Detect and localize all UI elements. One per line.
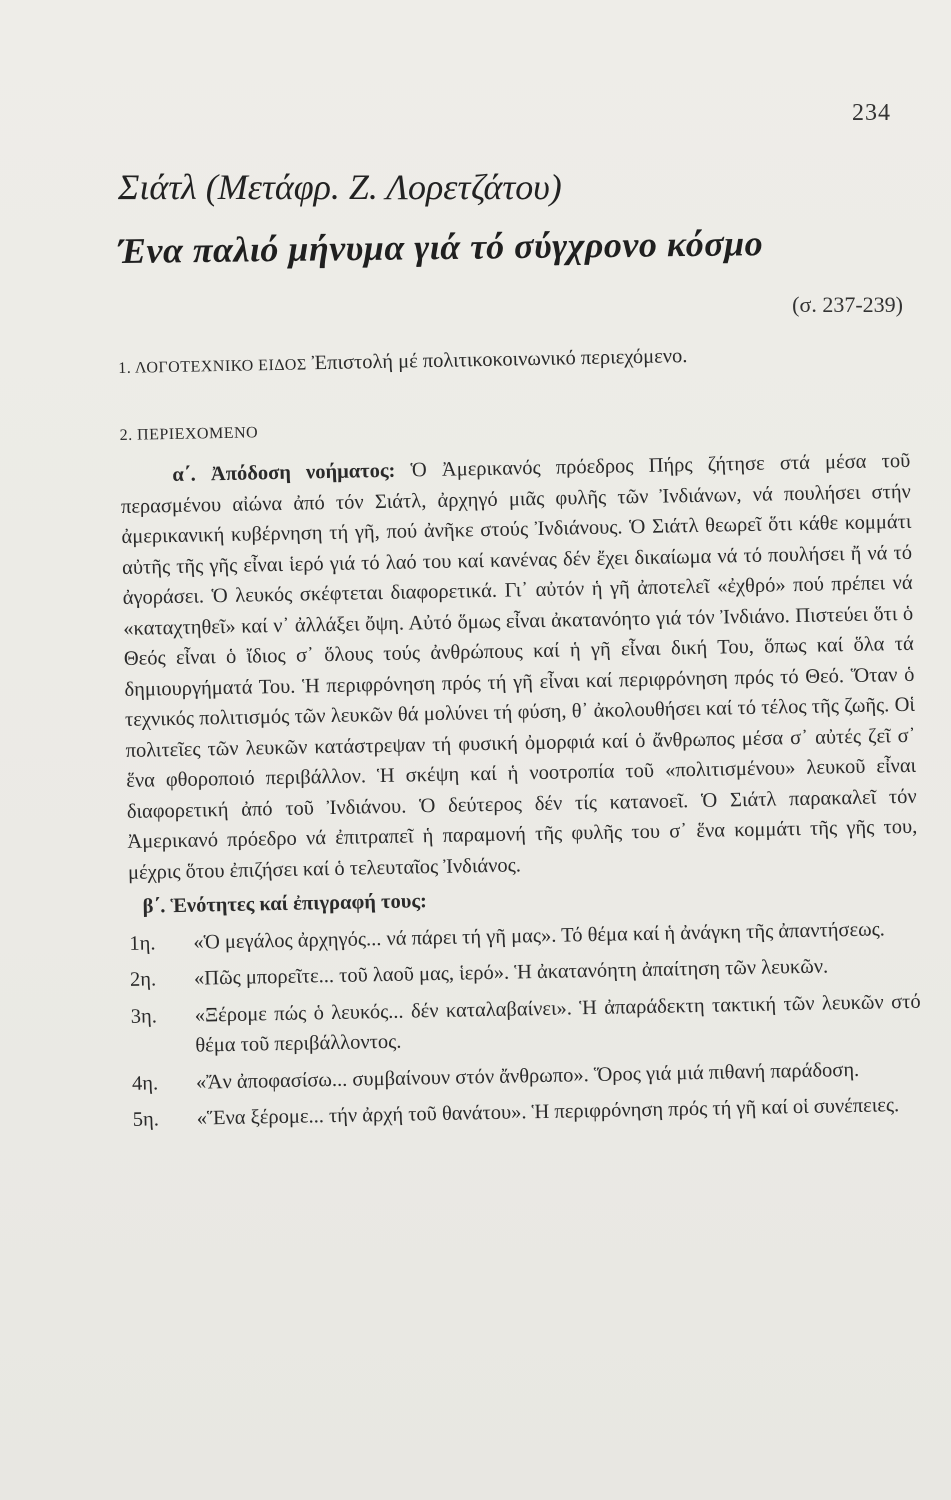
meaning-text: Ὁ Ἀμερικανός πρόεδρος Πήρς ζήτησε στά μέσα τοῦ περασμένου αἰώνα ἀπό τόν Σιάτλ, ἀρχηγό μιᾶς φυλῆς τῶν Ἰνδιάνων, νά πουλήσει στήν ἀμερικανική κυβέρνηση τή γῆ, πού ἀνῆκε στούς Ἰνδιάνους. Ὁ Σιάτλ θεωρεῖ ὅτι κάθε κομμάτι αὐτῆς τῆς γῆς εἶναι ἱερό γιά τό λαό του καί κανένας δέν ἔχει δικαίωμα νά τό πουλήσει ἤ νά τό ἀγοράσει. Ὁ λευκός σκέφτεται διαφορετικά. Γι᾽ αὐτόν ἡ γῆ ἀποτελεῖ «ἐχθρό» πού πρέπει νά «καταχτηθεῖ» καί ν᾽ ἀλλάξει ὄψη. Αὐτό ὅμως εἶναι ἀκατανόητο γιά τόν Ἰνδιάνο. Πιστεύει ὅτι ὁ Θεός εἶναι ὁ ἴδιος σ᾽ ὅλους τούς ἀνθρώπους καί ἡ γῆ εἶναι δική Του, ὅπως καί ὅλα τά δημιουργήματά Του. Ἡ περιφρόνηση πρός τή γῆ εἶναι καί περιφρόνηση πρός τό Θεό. Ὅταν ὁ τεχνικός πολιτισμός τῶν λευκῶν θά μολύνει τή φύση, θ᾽ ἀκολουθήσει καί τό τέλος τῆς ζωῆς. Οἱ πολιτεῖες τῶν λευκῶν κατάστρεψαν τή φυσική ὀμορφιά καί ὁ ἄνθρωπος μέσα σ᾽ αὐτές ζεῖ σ᾽ ἕνα φθοροποιό περιβάλλον. Ἡ σκέψη καί ἡ νοοτροπία τοῦ «πολιτισμένου» λευκοῦ εἶναι διαφορετική ἀπό τοῦ Ἰνδιάνου. Ὁ δεύτερος δέν τίς κατανοεῖ. Ὁ Σιάτλ παρακαλεῖ τόν Ἀμερικανό πρόεδρο νά ἐπιτραπεῖ ἡ παραμονή τῆς φυλῆς του σ᾽ ἕνα κομμάτι τῆς γῆς του, μέχρις ὅτου ἐπιζήσει καί ὁ τελευταῖος Ἰνδιάνος.: [120, 449, 918, 884]
literary-genre-label: 1. ΛΟΓΟΤΕΧΝΙΚΟ ΕΙΔΟΣ: [118, 356, 307, 377]
main-content: [118, 337, 923, 1136]
unit-number: 5η.: [132, 1108, 160, 1131]
list-item: [130, 986, 921, 1062]
content-section: [119, 405, 923, 1135]
unit-number: 1η.: [129, 931, 156, 955]
unit-text: «Ξέρομε πώς ὁ λευκός... δέν καταλαβαίνει». Ἡ ἀπαράδεκτη τακτική τῶν λευκῶν στό θέμα τοῦ περιβάλλοντος.: [194, 990, 921, 1057]
unit-text: «Ὁ μεγάλος ἀρχηγός... νά πάρει τή γῆ μας». Τό θέμα καί ἡ ἀνάγκη τῆς ἀπαντήσεως.: [193, 917, 886, 954]
unit-number: 4η.: [131, 1071, 159, 1095]
unit-number: 2η.: [129, 968, 157, 991]
unit-text: «Ἕνα ξέρομε... τήν ἀρχή τοῦ θανάτου». Ἡ περιφρόνηση πρός τή γῆ καί οἱ συνέπειες.: [196, 1094, 900, 1130]
unit-text: «Ἄν ἀποφασίσω... συμβαίνουν στόν ἄνθρωπο». Ὅρος γιά μιά πιθανή παράδοση.: [195, 1058, 860, 1094]
unit-number: 3η.: [130, 1004, 158, 1028]
page-number: 234: [852, 100, 891, 126]
page-title: Ένα παλιό μήνυμα γιά τό σύγχρονο κόσμο: [117, 223, 764, 271]
author-heading: Σιάτλ (Μετάφρ. Ζ. Λορετζάτου): [118, 167, 562, 207]
units-list: [129, 913, 923, 1135]
literary-genre-text: Ἐπιστολή μέ πολιτικοκοινωνικό περιεχόμενο.: [311, 345, 688, 375]
literary-genre-section: [118, 337, 908, 385]
content-section-label: 2. ΠΕΡΙΕΧΟΜΕΝΟ: [119, 423, 259, 444]
meaning-paragraph: [120, 446, 918, 888]
units-heading: β΄. Ἑνότητες καί ἐπιγραφή τους:: [142, 890, 428, 918]
unit-text: «Πῶς μπορεῖτε... τοῦ λαοῦ μας, ἱερό». Ἡ ἀκατανόητη ἀπαίτηση τῶν λευκῶν.: [193, 955, 829, 990]
meaning-label: α΄. Ἀπόδοση νοήματος:: [172, 459, 396, 486]
page-reference: (σ. 237-239): [792, 292, 903, 317]
